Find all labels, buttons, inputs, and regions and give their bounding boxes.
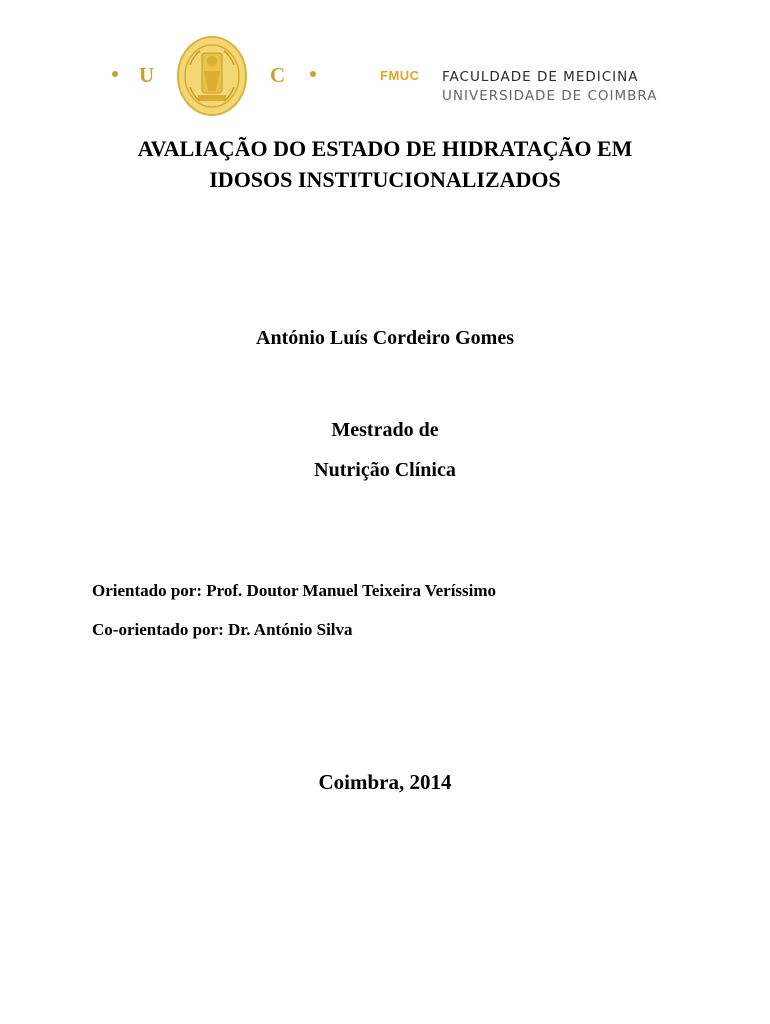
uc-letter-u: U — [139, 63, 156, 87]
fmuc-logo: FMUC — [380, 68, 420, 83]
uc-dot-right-icon — [310, 71, 316, 77]
degree-line-2: Nutrição Clínica — [314, 459, 456, 481]
uc-dot-left-icon — [112, 71, 118, 77]
co-advisor-line: Co-orientado por: Dr. António Silva — [92, 620, 353, 639]
faculty-block — [442, 68, 658, 106]
place-date: Coimbra, 2014 — [318, 770, 452, 794]
thesis-title-line-2: IDOSOS INSTITUCIONALIZADOS — [209, 167, 561, 192]
uc-letter-c: C — [270, 63, 287, 87]
advisor-line: Orientado por: Prof. Doutor Manuel Teixeira Veríssimo — [92, 581, 497, 600]
degree-line-1: Mestrado de — [331, 419, 439, 441]
degree-block — [0, 410, 770, 490]
thesis-title-line-1: AVALIAÇÃO DO ESTADO DE HIDRATAÇÃO EM — [137, 136, 633, 161]
author-name: António Luís Cordeiro Gomes — [256, 327, 514, 349]
faculty-name: FACULDADE DE MEDICINA — [442, 69, 639, 85]
thesis-title — [0, 133, 770, 195]
advisors-block — [92, 571, 496, 649]
university-seal-icon — [176, 35, 248, 117]
university-name: UNIVERSIDADE DE COIMBRA — [442, 88, 658, 104]
